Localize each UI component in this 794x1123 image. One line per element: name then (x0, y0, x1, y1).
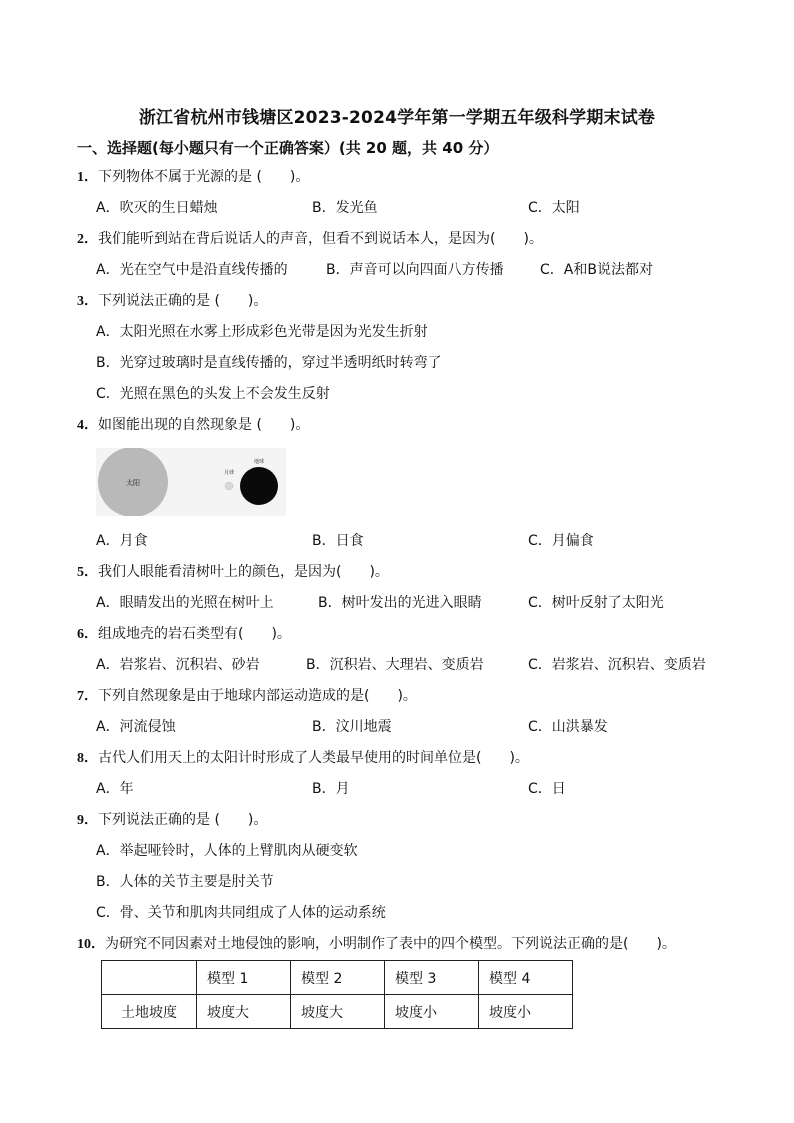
table-row (102, 995, 573, 1029)
question-text: 下列说法正确的是 ( )。 (98, 293, 268, 309)
question-1 (77, 166, 309, 186)
table-cell: 模型 2 (291, 961, 385, 995)
table-cell: 坡度小 (479, 995, 573, 1029)
table-cell: 模型 4 (479, 961, 573, 995)
q3-option-b: B．光穿过玻璃时是直线传播的，穿过半透明纸时转弯了 (96, 355, 442, 371)
q8-option-c: C．日 (528, 781, 566, 797)
question-2 (77, 228, 543, 248)
q8-option-b: B．月 (312, 781, 350, 797)
question-number: 8． (77, 751, 98, 766)
q9-option-a: A．举起哑铃时，人体的上臂肌肉从硬变软 (96, 843, 358, 859)
model-table (101, 960, 573, 1029)
question-text: 下列说法正确的是 ( )。 (98, 812, 268, 828)
question-text: 古代人们用天上的太阳计时形成了人类最早使用的时间单位是( )。 (98, 750, 529, 766)
q9-option-b: B．人体的关节主要是肘关节 (96, 874, 274, 890)
question-number: 5． (77, 565, 98, 580)
question-9 (77, 809, 267, 829)
q7-option-a: A．河流侵蚀 (96, 719, 176, 735)
q2-option-a: A．光在空气中是沿直线传播的 (96, 262, 288, 278)
table-cell: 坡度大 (197, 995, 291, 1029)
question-7 (77, 685, 417, 705)
q4-option-c: C．月偏食 (528, 533, 594, 549)
question-text: 为研究不同因素对土地侵蚀的影响，小明制作了表中的四个模型。下列说法正确的是( )。 (105, 936, 676, 952)
q6-option-b: B．沉积岩、大理岩、变质岩 (306, 657, 484, 673)
question-number: 1． (77, 170, 98, 185)
q5-option-b: B．树叶发出的光进入眼睛 (318, 595, 482, 611)
question-number: 9． (77, 813, 98, 828)
question-6 (77, 623, 291, 643)
section-heading: 一、选择题(每小题只有一个正确答案）(共 20 题，共 40 分） (77, 139, 499, 157)
sun-label: 太阳 (126, 479, 140, 487)
q3-option-a: A．太阳光照在水雾上形成彩色光带是因为光发生折射 (96, 324, 428, 340)
q3-option-c: C．光照在黑色的头发上不会发生反射 (96, 386, 330, 402)
sun-moon-earth-figure (96, 448, 286, 516)
question-number: 3． (77, 294, 98, 309)
q2-option-c: C．A和B说法都对 (540, 262, 653, 278)
moon-label: 月球 (223, 470, 235, 476)
q5-option-c: C．树叶反射了太阳光 (528, 595, 664, 611)
q4-option-b: B．日食 (312, 533, 364, 549)
q7-option-b: B．汶川地震 (312, 719, 392, 735)
q1-option-b: B．发光鱼 (312, 200, 378, 216)
table-cell: 坡度大 (291, 995, 385, 1029)
question-3 (77, 290, 267, 310)
question-10 (77, 933, 676, 953)
question-number: 6． (77, 627, 98, 642)
earth-circle (240, 467, 278, 505)
question-text: 如图能出现的自然现象是 ( )。 (98, 417, 310, 433)
question-number: 10． (77, 937, 105, 952)
earth-label: 地球 (253, 459, 265, 465)
question-5 (77, 561, 389, 581)
question-number: 7． (77, 689, 98, 704)
question-text: 我们人眼能看清树叶上的颜色，是因为( )。 (98, 564, 389, 580)
q8-option-a: A．年 (96, 781, 134, 797)
moon-circle (225, 482, 233, 490)
q4-option-a: A．月食 (96, 533, 148, 549)
page-title: 浙江省杭州市钱塘区2023-2024学年第一学期五年级科学期末试卷 (138, 108, 656, 128)
table-header-row (102, 961, 573, 995)
question-text: 我们能听到站在背后说话人的声音，但看不到说话本人，是因为( )。 (98, 231, 543, 247)
question-number: 2． (77, 232, 98, 247)
q6-option-c: C．岩浆岩、沉积岩、变质岩 (528, 657, 706, 673)
question-number: 4． (77, 418, 98, 433)
q6-option-a: A．岩浆岩、沉积岩、砂岩 (96, 657, 260, 673)
question-text: 下列物体不属于光源的是 ( )。 (98, 169, 310, 185)
table-cell: 坡度小 (385, 995, 479, 1029)
q9-option-c: C．骨、关节和肌肉共同组成了人体的运动系统 (96, 905, 386, 921)
table-cell: 模型 3 (385, 961, 479, 995)
table-cell: 土地坡度 (102, 995, 197, 1029)
question-text: 下列自然现象是由于地球内部运动造成的是( )。 (98, 688, 417, 704)
table-cell: 模型 1 (197, 961, 291, 995)
q2-option-b: B．声音可以向四面八方传播 (326, 262, 504, 278)
question-text: 组成地壳的岩石类型有( )。 (98, 626, 291, 642)
question-8 (77, 747, 529, 767)
q1-option-c: C．太阳 (528, 200, 580, 216)
q7-option-c: C．山洪暴发 (528, 719, 608, 735)
q1-option-a: A．吹灭的生日蜡烛 (96, 200, 218, 216)
table-cell (102, 961, 197, 995)
q5-option-a: A．眼睛发出的光照在树叶上 (96, 595, 274, 611)
question-4 (77, 414, 309, 434)
